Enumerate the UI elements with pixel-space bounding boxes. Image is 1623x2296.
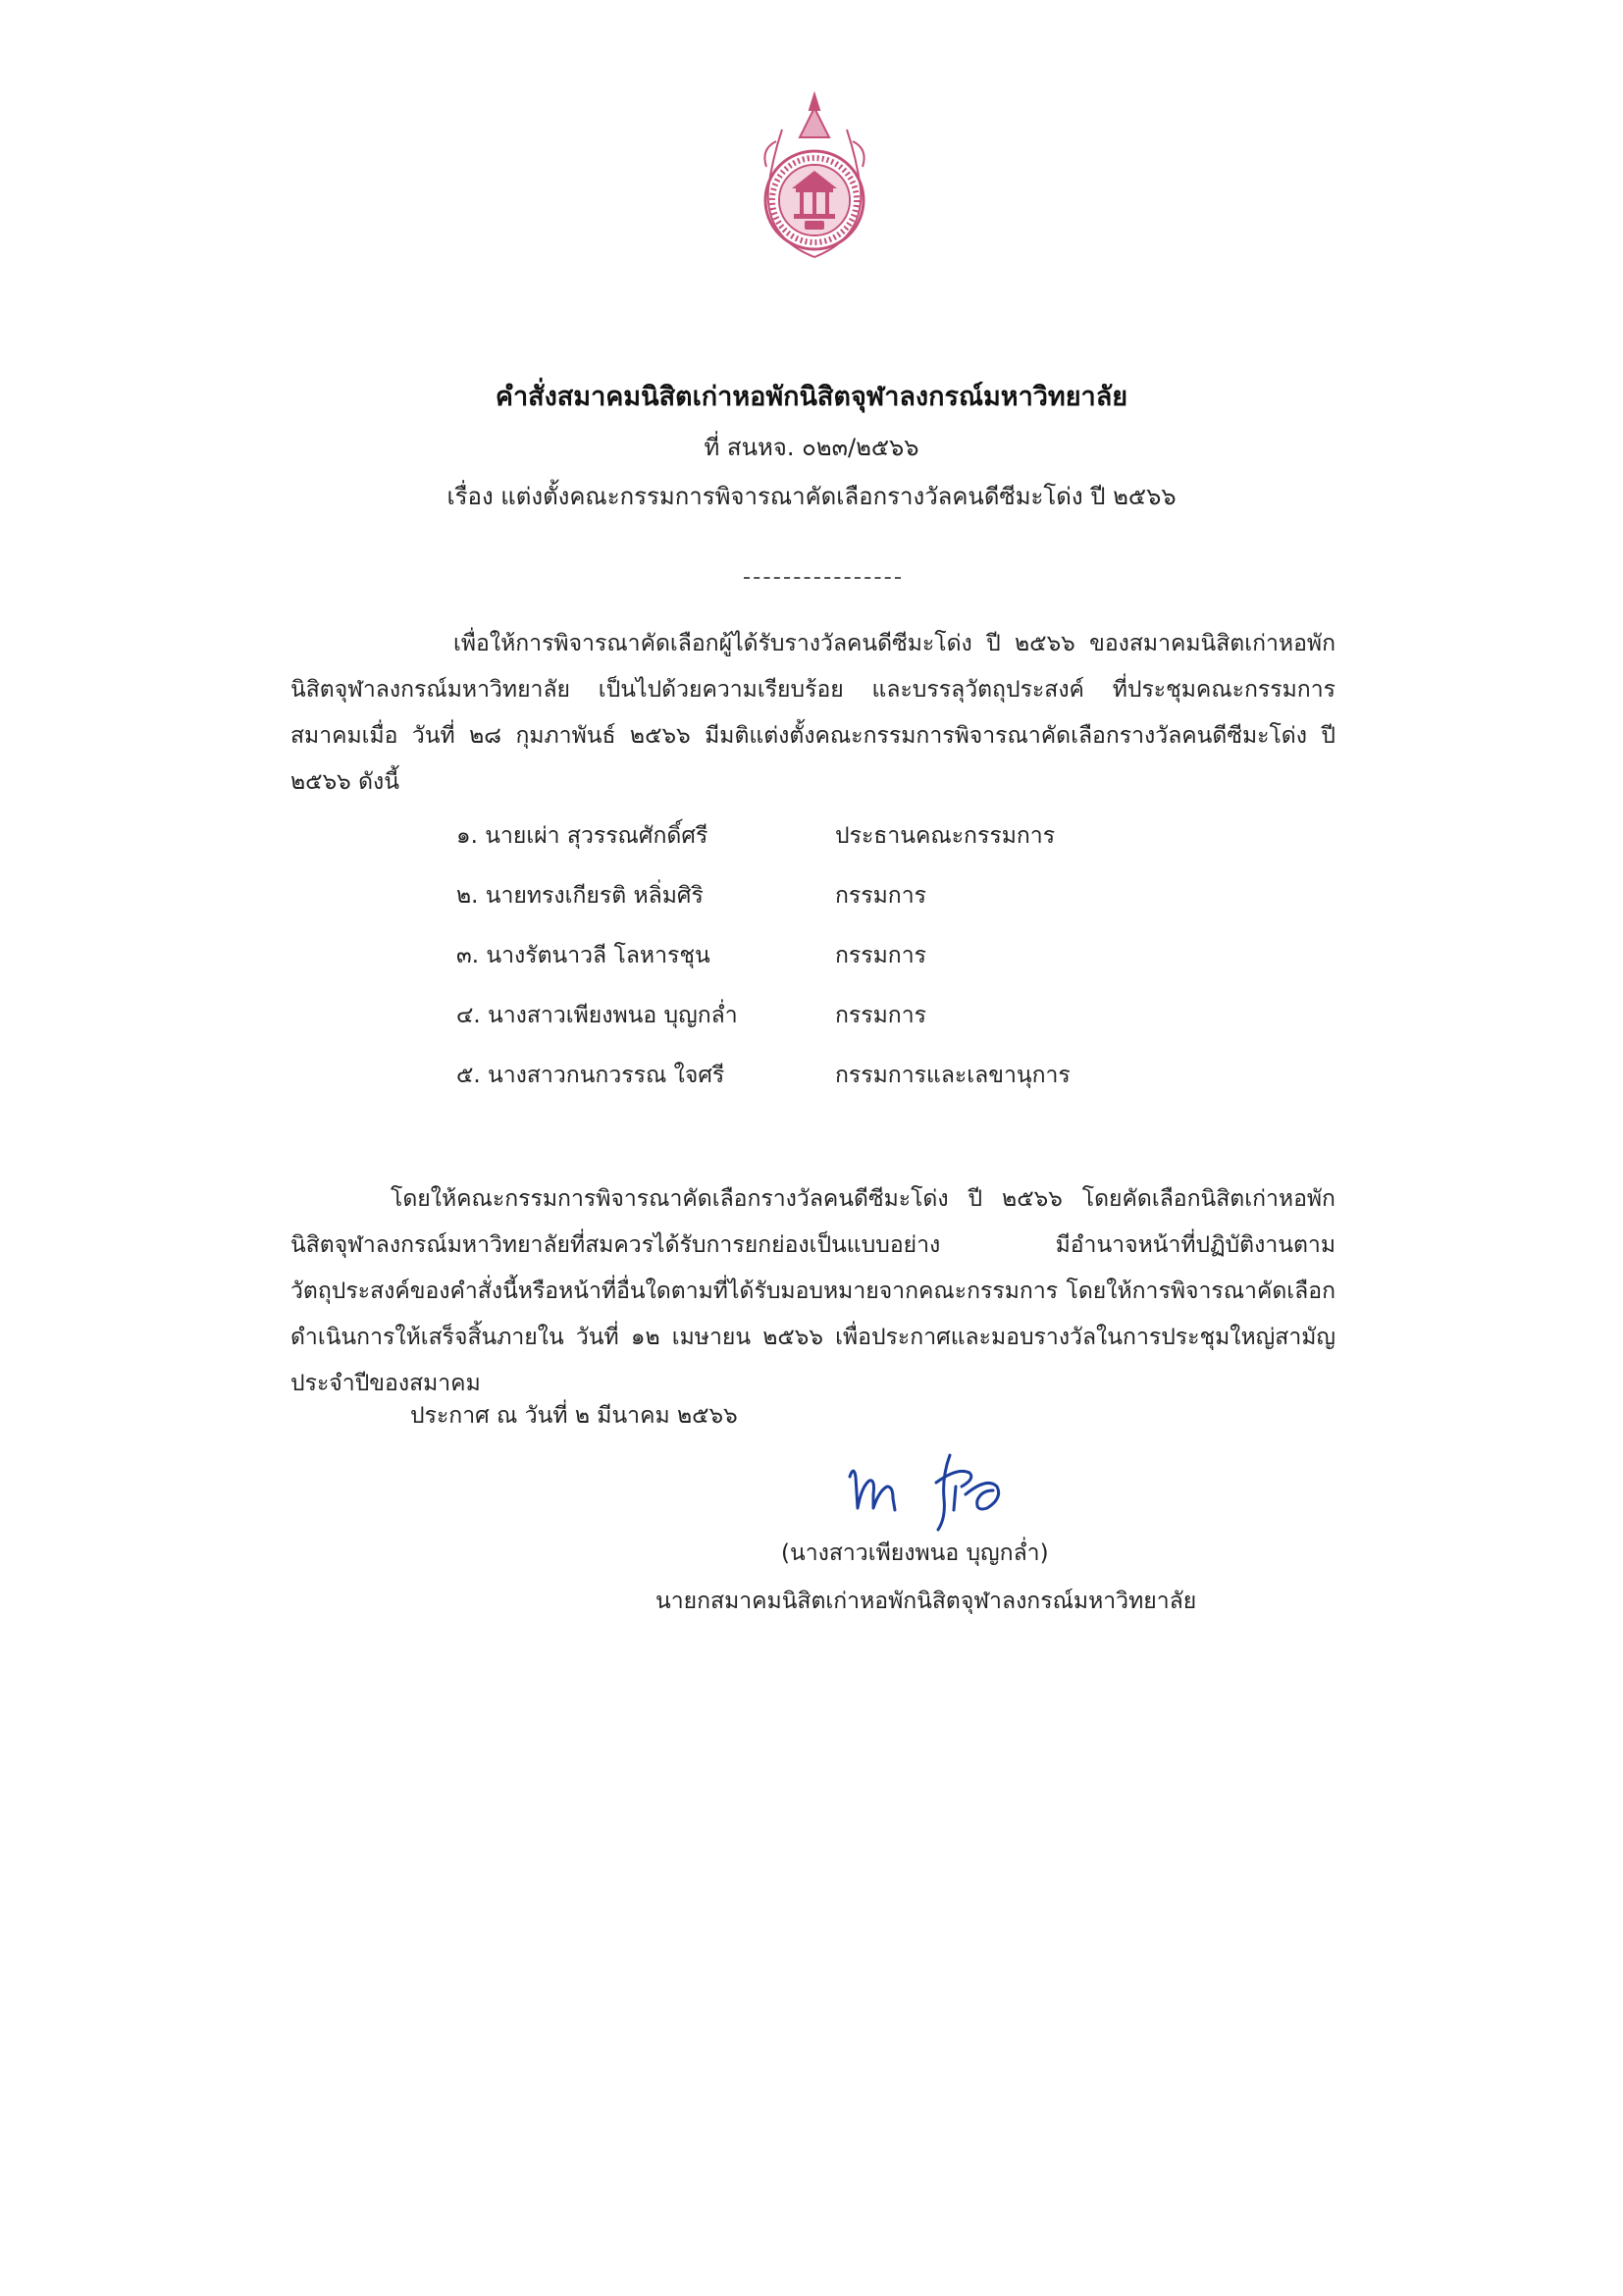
member-row [456,878,1143,938]
signer-title: นายกสมาคมนิสิตเก่าหอพักนิสิตจุฬาลงกรณ์มหาวิทยาลัย [655,1589,1197,1614]
order-title: คำสั่งสมาคมนิสิตเก่าหอพักนิสิตจุฬาลงกรณ์มหาวิทยาลัย [495,382,1128,412]
member-role: ประธานคณะกรรมการ [835,823,1056,849]
member-row [456,998,1143,1058]
member-row [456,1058,1143,1118]
member-row [456,938,1143,998]
committee-member-list [456,818,1143,1118]
order-subject: เรื่อง แต่งตั้งคณะกรรมการพิจารณาคัดเลือกรางวัลคนดีซีมะโด่ง ปี ๒๕๖๖ [446,483,1177,510]
intro-paragraph [290,621,1335,806]
member-name: ๕. นางสาวกนกวรรณ ใจศรี [456,1063,725,1088]
member-name: ๒. นายทรงเกียรติ หลิ่มศิริ [456,883,704,909]
duties-paragraph-text: โดยให้คณะกรรมการพิจารณาคัดเลือกรางวัลคนดีซีมะโด่ง ปี ๒๕๖๖ โดยคัดเลือกนิสิตเก่าหอพักนิสิตจุฬาลงกรณ์มหาวิทยาลัยที่สมควรได้รับการยกย่องเป็นแบบอย่าง มีอำนาจหน้าที่ปฏิบัติงานตามวัตถุประสงค์ของคำสั่งนี้หรือหน้าที่อื่นใดตามที่ได้รับมอบหมายจากคณะกรรมการ โดยให้การพิจารณาคัดเลือกดำเนินการให้เสร็จสิ้นภายใน วันที่ ๑๒ เมษายน ๒๕๖๖ เพื่อประกาศและมอบรางวัลในการประชุมใหญ่สามัญประจำปีของสมาคม [290,1186,1335,1396]
member-row [456,818,1143,878]
member-role: กรรมการและเลขานุการ [835,1063,1071,1088]
member-role: กรรมการ [835,1003,926,1028]
intro-paragraph-text: เพื่อให้การพิจารณาคัดเลือกผู้ได้รับรางวัลคนดีซีมะโด่ง ปี ๒๕๖๖ ของสมาคมนิสิตเก่าหอพักนิสิตจุฬาลงกรณ์มหาวิทยาลัย เป็นไปด้วยความเรียบร้อย และบรรลุวัตถุประสงค์ ที่ประชุมคณะกรรมการสมาคมเมื่อ วันที่ ๒๘ กุมภาพันธ์ ๒๕๖๖ มีมติแต่งตั้งคณะกรรมการพิจารณาคัดเลือกรางวัลคนดีซีมะโด่ง ปี ๒๕๖๖ ดังนี้ [290,631,1335,795]
member-name: ๔. นางสาวเพียงพนอ บุญกล่ำ [456,1003,738,1028]
handwritten-signature-icon [840,1447,1036,1536]
member-role: กรรมการ [835,883,926,909]
title-separator [744,577,901,579]
association-emblem-icon [753,90,876,262]
member-role: กรรมการ [835,943,926,968]
order-number: ที่ สนหจ. ๐๒๓/๒๕๖๖ [704,434,919,461]
member-name: ๑. นายเผ่า สุวรรณศักดิ์ศรี [456,823,708,849]
member-name: ๓. นางรัตนาวลี โลหารชุน [456,943,710,968]
signer-name: (นางสาวเพียงพนอ บุญกล่ำ) [781,1540,1049,1566]
announcement-date: ประกาศ ณ วันที่ ๒ มีนาคม ๒๕๖๖ [410,1403,738,1429]
duties-paragraph [290,1176,1335,1407]
